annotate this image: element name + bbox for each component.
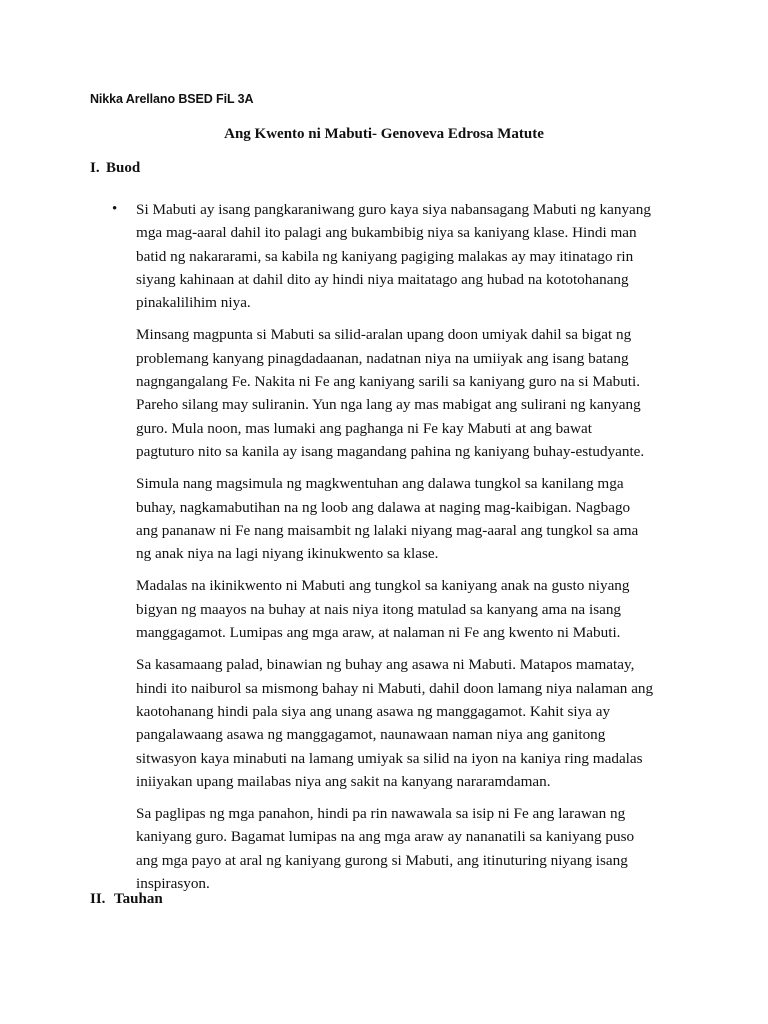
paragraph-line: Madalas na ikinikwento ni Mabuti ang tungkol sa kaniyang anak na gusto niyang (136, 577, 630, 595)
bullet-icon: • (112, 201, 118, 217)
section-number: I. (90, 160, 100, 176)
section-heading-text: Tauhan (114, 891, 163, 907)
summary-paragraph (136, 472, 684, 565)
paragraph-line: ang mga payo at aral ng kaniyang gurong si Mabuti, ang itinuturing niyang isang (136, 851, 628, 869)
paragraph-line: ang pananaw ni Fe nang maisambit ng lalaki niyang mag-aaral ang tungkol sa ama (136, 521, 639, 539)
paragraph-line: Sa paglipas ng mga panahon, hindi pa rin nawawala sa isip ni Fe ang larawan ng (136, 805, 626, 823)
paragraph-line: kaotohanang hindi pala siya ang unang asawa ng manggagamot. Kahit siya ay (136, 702, 611, 720)
section-number: II. (90, 891, 106, 907)
paragraph-line: sitwasyon kaya minabuti na lamang umiyak sa silid na iyon na kaniya ring madalas (136, 749, 643, 767)
paragraph-line: pangalawaang asawa ng manggagamot, naunawaan naman niya ang ganitong (136, 726, 606, 744)
section-heading-buod (90, 160, 140, 177)
paragraph-line: batid ng nakararami, sa kabila ng kaniyang pagiging malakas ay may itinatago rin (136, 247, 634, 265)
paragraph-line: Minsang magpunta si Mabuti sa silid-aralan upang doon umiyak dahil sa bigat ng (136, 326, 632, 344)
paragraph-line: problemang kanyang pinagdadaanan, nadatnan niya na umiiyak ang isang batang (136, 349, 629, 367)
paragraph-line: Simula nang magsimula ng magkwentuhan ang dalawa tungkol sa kanilang mga (136, 475, 624, 493)
paragraph-line: kaniyang guro. Bagamat lumipas na ang mga araw ay nananatili sa kaniyang puso (136, 828, 635, 846)
section-heading-text: Buod (106, 160, 141, 176)
section-heading-tauhan (90, 891, 163, 908)
author-line: Nikka Arellano BSED FiL 3A (90, 92, 254, 106)
paragraph-line: bigyan ng maayos na buhay at nais niya itong matulad sa kanyang ama na isang (136, 600, 622, 618)
summary-paragraph (136, 653, 684, 793)
paragraph-line: Sa kasamaang palad, binawian ng buhay ang asawa ni Mabuti. Matapos mamatay, (136, 656, 635, 674)
paragraph-line: inspirasyon. (136, 875, 210, 893)
paragraph-line: ng anak niya na lagi niyang ikinukwento sa klase. (136, 545, 439, 563)
paragraph-line: nagngangalang Fe. Nakita ni Fe ang kaniyang sarili sa kaniyang guro na si Mabuti. (136, 373, 641, 391)
summary-paragraph (136, 574, 684, 644)
paragraph-line: Si Mabuti ay isang pangkaraniwang guro kaya siya nabansagang Mabuti ng kanyang (136, 201, 651, 218)
paragraph-line: guro. Mula noon, mas lumaki ang paghanga ni Fe kay Mabuti at ang bawat (136, 419, 592, 437)
paragraph-line: mga mag-aaral dahil ito palagi ang bukambibig niya sa kaniyang klase. Hindi man (136, 224, 637, 242)
paragraph-line: pagtuturo nito sa kanila ay isang magandang pahina ng kaniyang buhay-estudyante. (136, 442, 645, 460)
paragraph-line: pinakalilihim niya. (136, 294, 251, 312)
document-title: Ang Kwento ni Mabuti- Genoveva Edrosa Matute (224, 126, 544, 142)
paragraph-line: Pareho silang may suliranin. Yun nga lang ay mas mabigat ang sulirani ng kanyang (136, 396, 641, 414)
summary-paragraph (136, 802, 684, 895)
paragraph-line: iniiyakan upang mailabas niya ang sakit na kanyang nararamdaman. (136, 772, 551, 790)
paragraph-line: manggagamot. Lumipas ang mga araw, at nalaman ni Fe ang kwento ni Mabuti. (136, 624, 621, 642)
paragraph-list (112, 198, 684, 895)
summary-paragraph (112, 198, 684, 314)
paragraph-line: siyang kahinaan at dahil dito ay hindi niya maitatago ang hubad na kototohanang (136, 270, 629, 288)
paragraph-line: buhay, nagkamabutihan na ng loob ang dalawa at naging mag-kaibigan. Nagbago (136, 498, 631, 516)
summary-paragraph (136, 323, 684, 463)
paragraph-line: hindi ito naiburol sa mismong bahay ni Mabuti, dahil doon lamang niya nalaman ang (136, 679, 654, 697)
